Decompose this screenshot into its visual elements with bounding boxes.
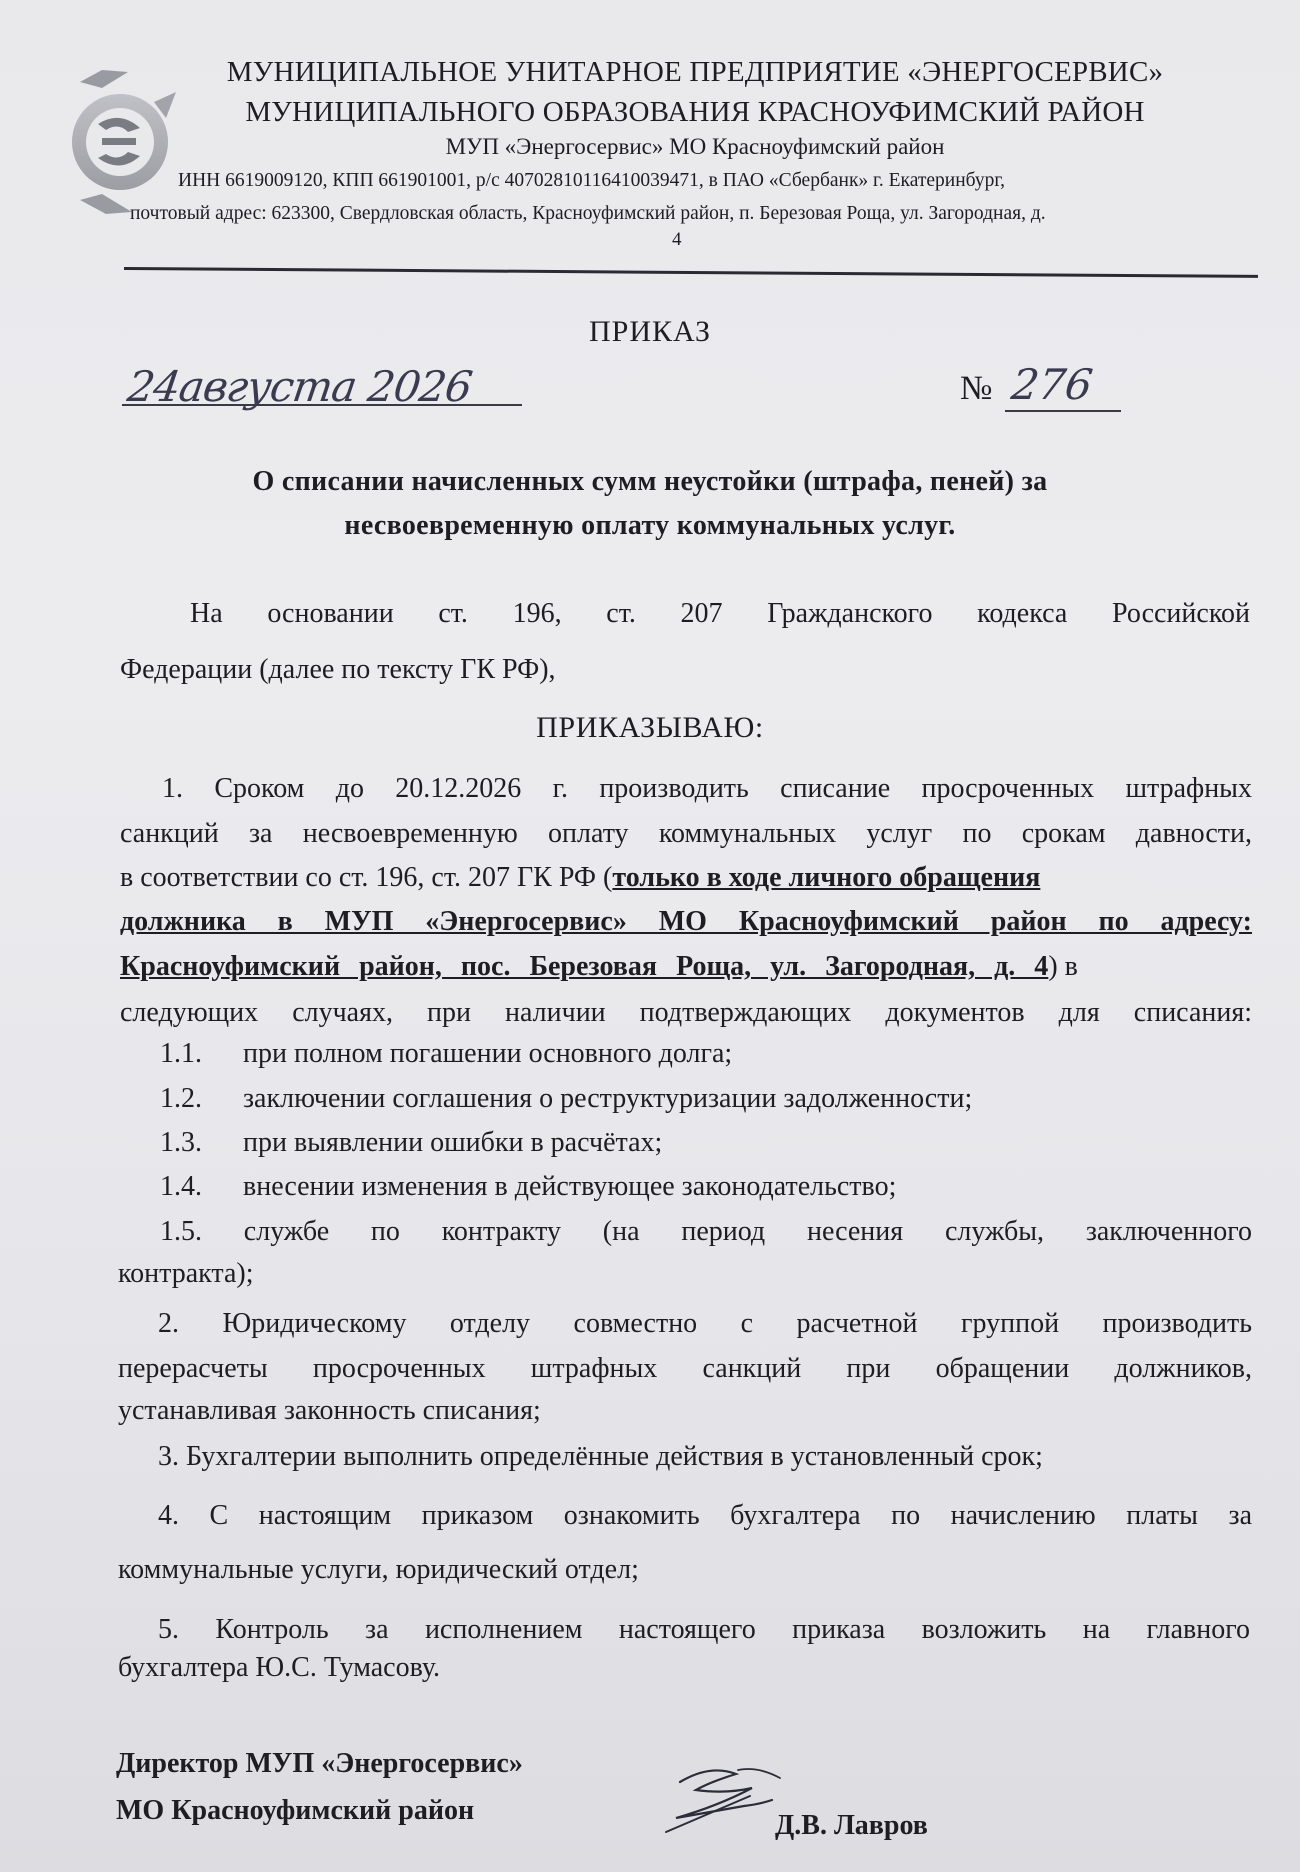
org-address: почтовый адрес: 623300, Свердловская область, Красноуфимский район, п. Березовая Роща, ул. Загородная, д. — [130, 203, 1046, 224]
org-name-line-1: МУНИЦИПАЛЬНОЕ УНИТАРНОЕ ПРЕДПРИЯТИЕ «ЭНЕРГОСЕРВИС» — [226, 56, 1164, 88]
item-2-line-1: 2. Юридическому отделу совместно с расчетной группой производить — [158, 1308, 1252, 1339]
org-requisites: ИНН 6619009120, КПП 661901001, р/с 40702810116410039471, в ПАО «Сбербанк» г. Екатеринбург, — [178, 170, 1005, 191]
item-4-line-1: 4. С настоящим приказом ознакомить бухгалтера по начислению платы за — [158, 1500, 1252, 1531]
signatory-name: Д.В. Лавров — [775, 1810, 928, 1841]
subitem-1-2-text: заключении соглашения о реструктуризации задолженности; — [243, 1083, 973, 1114]
item-1-line-3-prefix: в соответствии со ст. 196, ст. 207 ГК РФ ( — [120, 862, 613, 893]
order-directive-word: ПРИКАЗЫВАЮ: — [536, 711, 764, 744]
item-1-line-5 — [120, 950, 1252, 984]
item-1-line-6: следующих случаях, при наличии подтверждающих документов для списания: — [120, 997, 1252, 1028]
basis-line-2: Федерации (далее по тексту ГК РФ), — [120, 654, 556, 685]
order-date-handwritten: 24августа 2026 — [124, 362, 475, 411]
item-1-line-5-suffix: ) в — [1048, 951, 1078, 982]
item-5-line-2: бухгалтера Ю.С. Тумасову. — [118, 1652, 441, 1683]
item-3: 3. Бухгалтерии выполнить определённые действия в установленный срок; — [158, 1441, 1043, 1472]
subitem-1-3-number: 1.3. — [160, 1127, 202, 1158]
subitem-1-5-line-1: 1.5. службе по контракту (на период несения службы, заключенного — [160, 1216, 1252, 1247]
item-1-line-4-bold: должника в МУП «Энергосервис» МО Красноуфимский район по адресу: — [120, 906, 1252, 937]
signatory-title-line-1: Директор МУП «Энергосервис» — [116, 1748, 523, 1779]
item-2-line-3: устанавливая законность списания; — [118, 1395, 541, 1426]
subitem-1-1-number: 1.1. — [160, 1038, 202, 1069]
signatory-title-line-2: МО Красноуфимский район — [116, 1795, 475, 1826]
order-number-handwritten: 276 — [1008, 360, 1096, 409]
item-5-line-1: 5. Контроль за исполнением настоящего приказа возложить на главного — [158, 1614, 1250, 1645]
order-subject-line-1: О списании начисленных сумм неустойки (штрафа, пеней) за — [252, 466, 1048, 497]
subitem-1-4-text: внесении изменения в действующее законодательство; — [243, 1171, 897, 1202]
item-1-line-2: санкций за несвоевременную оплату коммунальных услуг по срокам давности, — [120, 818, 1252, 849]
item-1-line-3 — [120, 861, 1252, 895]
order-date-underline — [122, 404, 522, 406]
item-2-line-2: перерасчеты просроченных штрафных санкций при обращении должников, — [118, 1353, 1252, 1384]
subitem-1-1-text: при полном погашении основного долга; — [243, 1038, 733, 1069]
org-address-house: 4 — [672, 229, 682, 250]
item-1-line-1: 1. Сроком до 20.12.2026 г. производить списание просроченных штрафных — [162, 773, 1252, 804]
header-divider — [124, 267, 1258, 278]
item-1-line-3-bold: только в ходе личного обращения — [612, 862, 1041, 893]
item-1-line-5-bold: Красноуфимский район, пос. Березовая Роща, ул. Загородная, д. 4 — [120, 951, 1049, 982]
order-subject-line-2: несвоевременную оплату коммунальных услуг. — [344, 510, 956, 541]
subitem-1-5-line-2: контракта); — [118, 1258, 254, 1289]
org-short-name: МУП «Энергосервис» МО Красноуфимский район — [445, 134, 945, 159]
order-number-sign: № — [960, 370, 993, 407]
subitem-1-4-number: 1.4. — [160, 1171, 202, 1202]
subitem-1-3-text: при выявлении ошибки в расчётах; — [243, 1127, 663, 1158]
subitem-1-2-number: 1.2. — [160, 1083, 202, 1114]
org-name-line-2: МУНИЦИПАЛЬНОГО ОБРАЗОВАНИЯ КРАСНОУФИМСКИЙ РАЙОН — [245, 96, 1145, 128]
handwritten-signature-icon — [640, 1760, 790, 1840]
order-number-underline — [1005, 410, 1121, 412]
basis-line-1: На основании ст. 196, ст. 207 Гражданского кодекса Российской — [190, 598, 1250, 629]
item-4-line-2: коммунальные услуги, юридический отдел; — [118, 1554, 639, 1585]
order-title: ПРИКАЗ — [589, 315, 711, 348]
